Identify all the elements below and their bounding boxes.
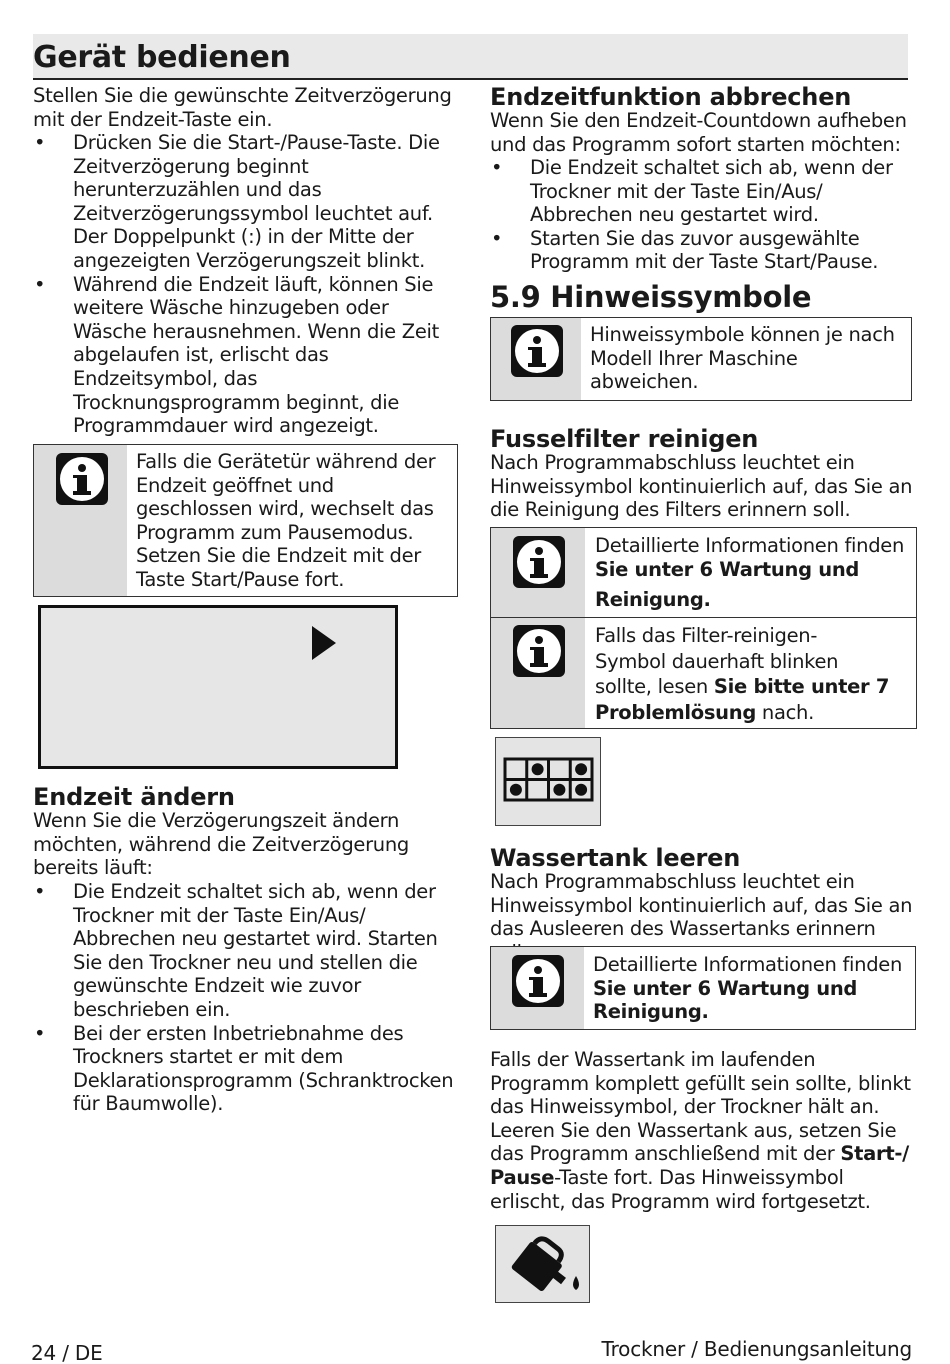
list-item: • Starten Sie das zuvor ausgewählte Programm mit der Taste Start/Pause. bbox=[490, 227, 915, 274]
tank-text: Nach Programmabschluss leuchtet ein Hinweissymbol kontinuierlich auf, das Sie an das Ausleeren des Wassertanks erinnern bbox=[490, 870, 913, 941]
heading-cancel-endtime: Endzeitfunktion abbrechen bbox=[490, 83, 852, 111]
divider bbox=[491, 617, 916, 618]
document-title: Trockner / Bedienungsanleitung bbox=[601, 1337, 912, 1361]
list-item: • Während die Endzeit läuft, können Sie weitere Wäsche hinzugeben oder Wäsche herausnehmen. Wenn die Zeit abgelaufen ist, erlischt das Endzeitsymbol, das Trocknungsprogramm beginnt, die Programmdauer wird angezeigt. bbox=[33, 273, 458, 438]
play-icon bbox=[312, 626, 336, 660]
heading-water-tank: Wassertank leeren bbox=[490, 844, 741, 872]
water-tank-icon bbox=[496, 1226, 591, 1304]
heading-change-endtime: Endzeit ändern bbox=[33, 783, 235, 811]
filter-grid-icon bbox=[496, 738, 602, 827]
note-box-door bbox=[33, 444, 458, 597]
info-icon bbox=[512, 955, 564, 1007]
heading-lint-filter: Fusselfilter reinigen bbox=[490, 425, 759, 453]
cancel-text: Wenn Sie den Endzeit-Countdown aufheben und das Programm sofort starten möchten: bbox=[490, 109, 907, 156]
list-item: • Die Endzeit schaltet sich ab, wenn der Trockner mit der Taste Ein/Aus/ Abbrechen neu gestartet wird. Starten Sie den Trockner neu und stellen die gewünschte Endzeit wie zuvor beschrieben ein. bbox=[33, 880, 458, 1022]
note-text: Falls die Gerätetür während der Endzeit geöffnet und geschlossen wird, wechselt das Programm zum Pausemodus. Setzen Sie die Endzeit mit der Taste Start/Pause fort. bbox=[136, 450, 436, 591]
info-icon bbox=[513, 536, 565, 588]
info-icon bbox=[511, 325, 563, 377]
info-icon bbox=[56, 453, 108, 505]
left-intro: Stellen Sie die gewünschte Zeitverzögerung mit der Endzeit-Taste ein. bbox=[33, 84, 452, 131]
note-box-lint bbox=[490, 527, 917, 729]
list-item: • Bei der ersten Inbetriebnahme des Trockners startet er mit dem Deklarationsprogramm (Schranktrocken für Baumwolle). bbox=[33, 1022, 458, 1116]
change-text: Wenn Sie die Verzögerungszeit ändern möchten, während die Zeitverzögerung bereits läuft: bbox=[33, 809, 410, 880]
note-box-tank bbox=[490, 946, 916, 1030]
lint-text: Nach Programmabschluss leuchtet ein Hinweissymbol kontinuierlich auf, das Sie an die Reinigung des Filters erinnern soll. bbox=[490, 451, 913, 522]
cancel-bullet-list bbox=[490, 156, 915, 274]
change-bullet-list bbox=[33, 880, 458, 1116]
note-box-symbols bbox=[490, 317, 912, 401]
list-item: • Drücken Sie die Start-/Pause-Taste. Die Zeitverzögerung beginnt herunterzuzählen und das Zeitverzögerungssymbol leuchtet auf. Der Doppelpunkt (:) in der Mitte der angezeigten Verzögerungszeit blinkt. bbox=[33, 131, 458, 273]
note-text: Detaillierte Informationen finden Sie unter 6 Wartung und Reinigung. bbox=[595, 534, 905, 612]
list-item: • Die Endzeit schaltet sich ab, wenn der Trockner mit der Taste Ein/Aus/ Abbrechen neu gestartet wird. bbox=[490, 156, 915, 227]
info-icon bbox=[513, 625, 565, 677]
note-text: Falls das Filter-reinigen- Symbol dauerhaft blinken sollte, lesen Sie bitte unter 7 Problemlösung nach. bbox=[595, 624, 890, 724]
section-heading: 5.9 Hinweissymbole bbox=[490, 280, 812, 314]
page-number: 24 / DE bbox=[31, 1341, 103, 1364]
note-text: Detaillierte Informationen finden Sie unter 6 Wartung und Reinigung. bbox=[593, 953, 903, 1024]
display-illustration bbox=[38, 605, 398, 769]
tank-paragraph: Falls der Wassertank im laufenden Programm komplett gefüllt sein sollte, blinkt das Hinweissymbol, der Trockner hält an. Leeren Sie den Wassertank aus, setzen Sie das Programm anschließend mit der Start-/ Pause-Taste fort. Das Hinweissymbol erlischt, das Programm wird fortgesetzt. bbox=[490, 1048, 911, 1213]
page-title: Gerät bedienen bbox=[33, 40, 291, 75]
water-tank-symbol-box bbox=[495, 1225, 590, 1303]
filter-symbol-box bbox=[495, 737, 601, 826]
left-bullet-list bbox=[33, 131, 458, 438]
note-text: Hinweissymbole können je nach Modell Ihrer Maschine abweichen. bbox=[590, 323, 895, 394]
